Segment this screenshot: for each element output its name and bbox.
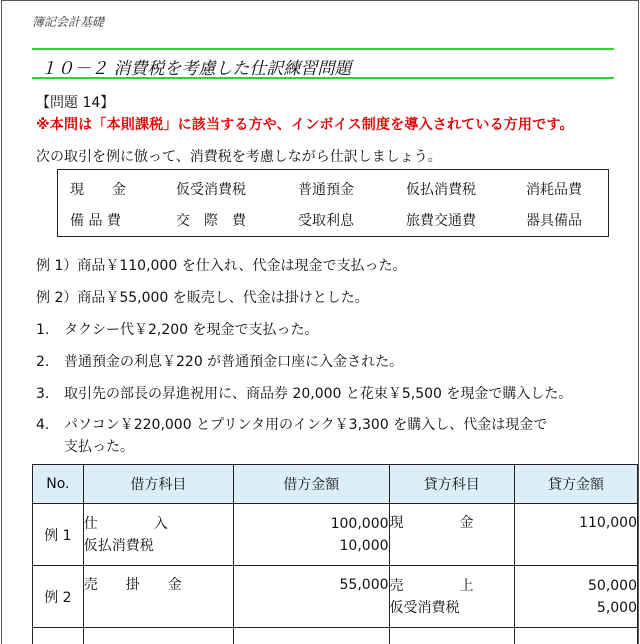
credit-accounts-cell bbox=[389, 566, 514, 628]
problem-number: 【問題 14】 bbox=[36, 95, 115, 111]
warning-note: ※本問は「本則課税」に該当する方や、インボイス制度を導入されている方用です。 bbox=[36, 117, 574, 133]
header-credit-amount: 貸方金額 bbox=[514, 465, 637, 504]
credit-amount: 50,000 bbox=[588, 577, 637, 594]
debit-amount: 55,000 bbox=[339, 577, 389, 593]
account-item: 普通預金 bbox=[298, 182, 354, 198]
instruction-text: 次の取引を例に倣って、消費税を考慮しながら仕訳しましょう。 bbox=[36, 149, 442, 165]
credit-account: 売 上 bbox=[389, 577, 474, 594]
question-number: 3. bbox=[36, 386, 50, 402]
debit-account: 仮払消費税 bbox=[83, 537, 154, 554]
table-row-empty bbox=[33, 628, 638, 644]
empty-cell bbox=[234, 628, 389, 644]
credit-amounts-cell bbox=[514, 566, 637, 628]
account-item: 受取利息 bbox=[298, 213, 354, 229]
question-text: パソコン￥220,000 とプリンタ用のインク￥3,300 を購入し、代金は現金で bbox=[64, 417, 548, 433]
example-1: 例 1）商品￥110,000 を仕入れ、代金は現金で支払った。 bbox=[36, 258, 407, 274]
question-text: タクシー代￥2,200 を現金で支払った。 bbox=[64, 322, 319, 338]
account-item: 旅費交通費 bbox=[406, 213, 476, 229]
table-row bbox=[33, 566, 638, 628]
question-2 bbox=[36, 351, 403, 371]
header-debit-account: 借方科目 bbox=[83, 465, 233, 504]
table-header-row bbox=[33, 465, 638, 504]
debit-amounts-cell bbox=[234, 504, 389, 566]
account-item: 交 際 費 bbox=[176, 213, 246, 229]
account-item: 備 品 費 bbox=[70, 213, 121, 229]
account-item: 消耗品費 bbox=[526, 182, 582, 198]
debit-amounts-cell bbox=[234, 566, 389, 628]
row-no: 例 2 bbox=[33, 566, 84, 628]
credit-accounts-cell bbox=[389, 504, 514, 566]
empty-cell bbox=[514, 628, 637, 644]
debit-amount: 100,000 bbox=[330, 515, 389, 532]
empty-cell bbox=[83, 628, 233, 644]
empty-cell bbox=[33, 628, 84, 644]
account-item: 現 金 bbox=[70, 182, 126, 198]
page-title: １０－２ 消費税を考慮した仕訳練習問題 bbox=[40, 59, 352, 79]
question-4-continuation: 支払った。 bbox=[64, 439, 134, 455]
credit-amount: 110,000 bbox=[579, 515, 637, 531]
question-4 bbox=[36, 414, 547, 434]
header-debit-amount: 借方金額 bbox=[234, 465, 389, 504]
account-item: 仮受消費税 bbox=[176, 182, 246, 198]
table-row bbox=[33, 504, 638, 566]
question-text: 普通預金の利息￥220 が普通預金口座に入金された。 bbox=[64, 354, 404, 370]
row-no: 例 1 bbox=[33, 504, 84, 566]
account-list-box bbox=[57, 169, 609, 237]
title-bar bbox=[32, 48, 614, 79]
debit-accounts-cell bbox=[83, 566, 233, 628]
header-note: 簿記会計基礎 bbox=[32, 15, 105, 29]
credit-account: 現 金 bbox=[389, 515, 474, 531]
journal-table bbox=[32, 464, 638, 644]
question-number: 4. bbox=[36, 417, 50, 433]
document-page bbox=[1, 0, 639, 644]
header-no: No. bbox=[33, 465, 84, 504]
debit-amount: 10,000 bbox=[339, 537, 389, 554]
account-item: 器具備品 bbox=[526, 213, 582, 229]
debit-account: 売 掛 金 bbox=[83, 577, 182, 593]
question-text: 取引先の部長の昇進祝用に、商品券 20,000 と花束￥5,500 を現金で購入した。 bbox=[64, 386, 573, 402]
question-3 bbox=[36, 383, 572, 403]
header-credit-account: 貸方科目 bbox=[389, 465, 514, 504]
question-number: 1. bbox=[36, 322, 50, 338]
question-number: 2. bbox=[36, 354, 50, 370]
account-item: 仮払消費税 bbox=[406, 182, 476, 198]
debit-accounts-cell bbox=[83, 504, 233, 566]
credit-amount: 5,000 bbox=[596, 599, 637, 616]
empty-cell bbox=[389, 628, 514, 644]
example-2: 例 2）商品￥55,000 を販売し、代金は掛けとした。 bbox=[36, 290, 369, 306]
credit-account: 仮受消費税 bbox=[389, 599, 460, 616]
question-1 bbox=[36, 319, 319, 339]
credit-amounts-cell bbox=[514, 504, 637, 566]
debit-account: 仕 入 bbox=[83, 515, 168, 532]
